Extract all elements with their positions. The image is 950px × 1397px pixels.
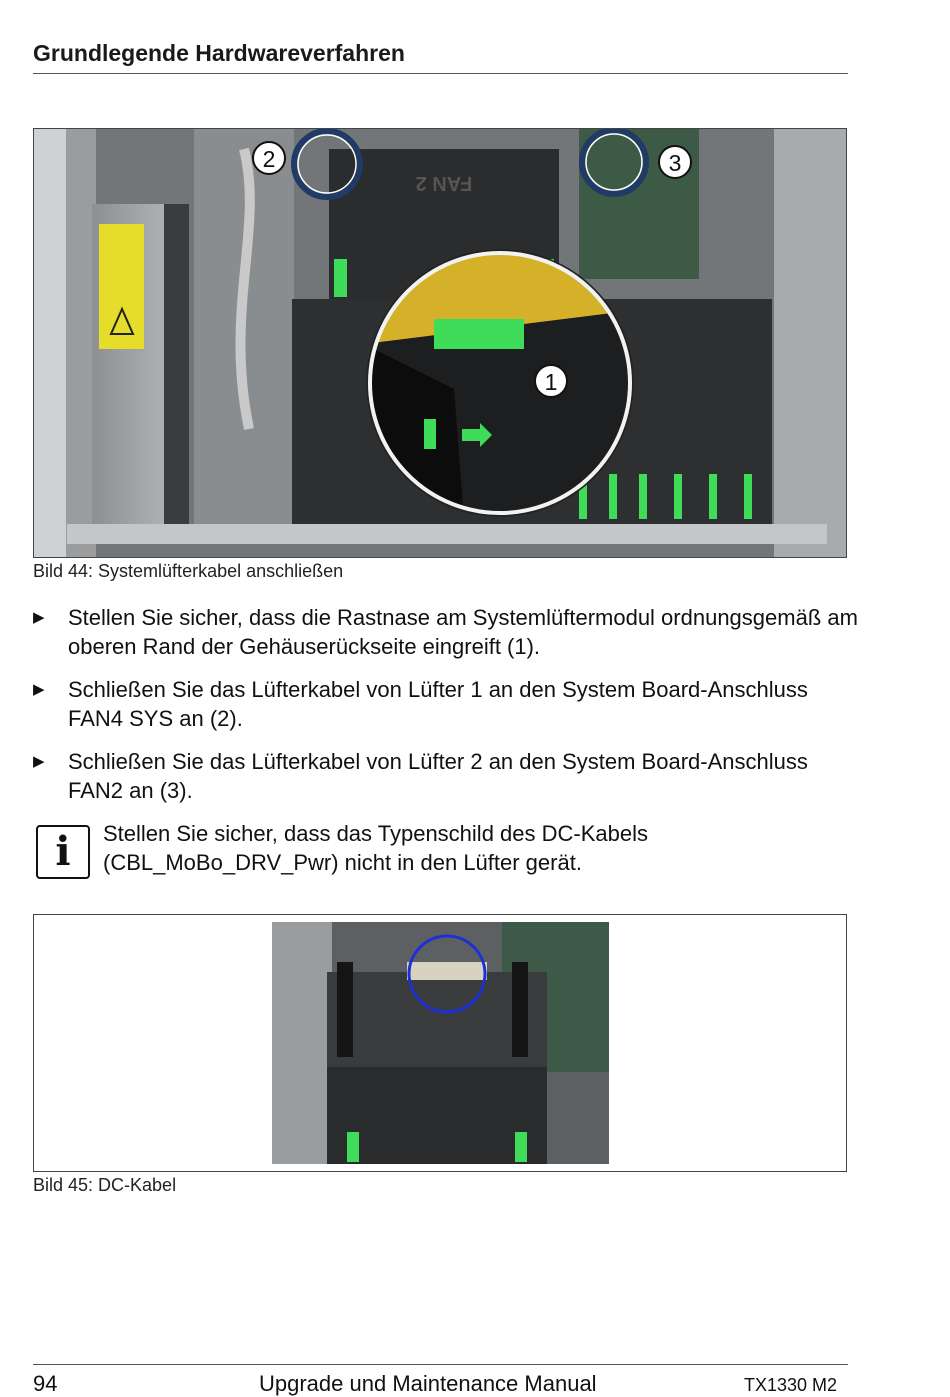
- triangle-right-icon: ▶: [33, 609, 45, 626]
- model-name: TX1330 M2: [744, 1375, 838, 1395]
- info-icon: i: [36, 825, 90, 879]
- instruction-bullet-2: [33, 676, 848, 736]
- instruction-text-2: Schließen Sie das Lüfterkabel von Lüfter 1 an den System Board-Anschluss FAN4 SYS an (2).: [68, 677, 808, 731]
- instruction-bullet-1: [33, 604, 858, 664]
- callout-2: [253, 142, 285, 174]
- fan-module-photo: [34, 129, 846, 557]
- callout-1: [535, 365, 567, 397]
- instruction-bullet-3: [33, 748, 848, 808]
- callout-3: [659, 146, 691, 178]
- page-header-title: Grundlegende Hardwareverfahren: [33, 40, 405, 66]
- figure-system-fan-cables: [33, 128, 847, 558]
- figure-45-caption: Bild 45: DC-Kabel: [33, 1175, 177, 1195]
- footer-rule: [33, 1364, 848, 1365]
- figure-dc-cable: [33, 914, 847, 1172]
- info-note-text: Stellen Sie sicher, dass das Typenschild des DC-Kabels (CBL_MoBo_DRV_Pwr) nicht in den Lüfter gerät.: [103, 821, 648, 875]
- manual-title: Upgrade und Maintenance Manual: [259, 1371, 597, 1396]
- callout-3-label: 3: [668, 150, 682, 176]
- page-number: 94: [33, 1371, 58, 1396]
- fan-2-label: FAN 2: [415, 172, 473, 194]
- figure-44-caption: Bild 44: Systemlüfterkabel anschließen: [33, 561, 344, 581]
- dc-cable-photo: [272, 922, 609, 1164]
- instruction-text-1: Stellen Sie sicher, dass die Rastnase am Systemlüftermodul ordnungsgemäß am oberen Rand der Gehäuserückseite eingreift (1).: [68, 605, 858, 659]
- header-rule: [33, 73, 848, 74]
- triangle-right-icon: ▶: [33, 753, 45, 770]
- instruction-text-3: Schließen Sie das Lüfterkabel von Lüfter 2 an den System Board-Anschluss FAN2 an (3).: [68, 749, 808, 803]
- callout-1-label: 1: [544, 369, 558, 395]
- triangle-right-icon: ▶: [33, 681, 45, 698]
- callout-2-label: 2: [262, 146, 276, 172]
